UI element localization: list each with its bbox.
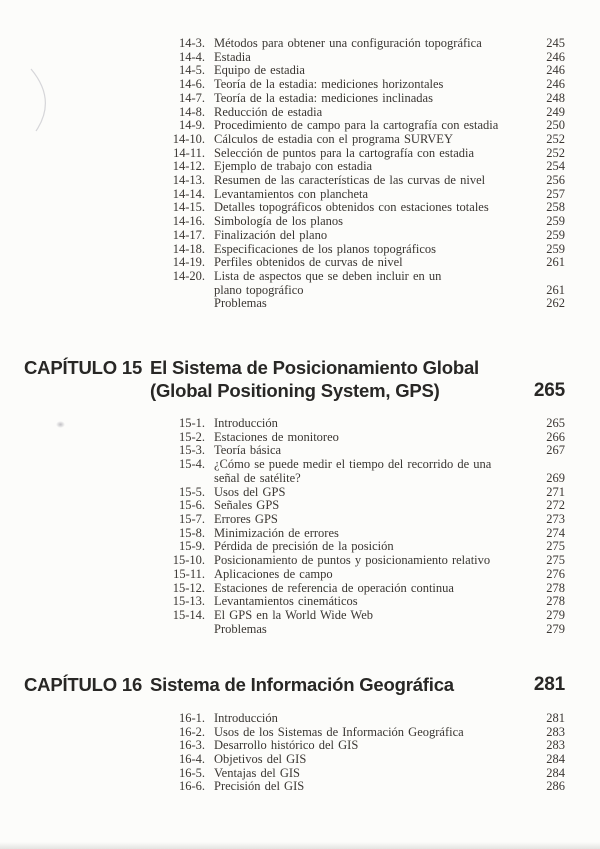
- entry-title-line: Levantamientos cinemáticos: [214, 594, 358, 609]
- entry-number: 16-5.: [178, 765, 205, 780]
- entry-number: 15-7.: [178, 511, 205, 526]
- entry-title-line: Finalización del plano: [214, 227, 328, 242]
- entry-title: [214, 540, 527, 554]
- entry-title: [214, 417, 527, 431]
- entry-title-line: Precisión del GIS: [214, 779, 305, 794]
- entry-page-number: 250: [546, 118, 565, 133]
- entry-title: [214, 753, 527, 767]
- entry-page-number: 265: [546, 416, 565, 431]
- entry-title: [214, 527, 527, 541]
- toc-entry: [153, 119, 565, 133]
- entry-title-line: Teoría de la estadia: mediciones inclinadas: [214, 90, 433, 105]
- entry-page-number: 261: [546, 255, 565, 270]
- entry-title: [214, 201, 527, 215]
- chapter-title: [150, 357, 519, 402]
- entry-number: 16-6.: [178, 779, 205, 794]
- entry-page-number: 261: [546, 282, 565, 297]
- chapter-label: CAPÍTULO 16: [24, 674, 143, 696]
- toc-entry: [153, 270, 565, 297]
- entry-number: 14-5.: [178, 63, 205, 78]
- toc-entry: [153, 147, 565, 161]
- entry-title-line: Teoría básica: [214, 443, 282, 458]
- entry-title: [214, 780, 527, 794]
- entry-page-number: 257: [546, 186, 565, 201]
- toc-entry: [153, 37, 565, 51]
- entry-title-line: Usos del GPS: [214, 484, 286, 499]
- toc-entry: [153, 726, 565, 740]
- entry-title-line: Ejemplo de trabajo con estadia: [214, 159, 373, 174]
- toc-entry: [153, 64, 565, 78]
- toc-entry: [153, 201, 565, 215]
- entry-number: 14-8.: [178, 104, 205, 119]
- entry-title-line: Introducción: [214, 710, 278, 725]
- entry-page-number: 254: [546, 159, 565, 174]
- entry-number: 16-2.: [178, 724, 205, 739]
- entry-page-number: 284: [546, 765, 565, 780]
- entry-title: [214, 78, 527, 92]
- entry-page-number: 275: [546, 539, 565, 554]
- entry-number: 14-18.: [172, 241, 205, 256]
- toc-entry: [153, 609, 565, 623]
- toc-entries-group: [24, 712, 565, 794]
- entry-number: 15-13.: [172, 594, 205, 609]
- entry-page-number: 281: [546, 710, 565, 725]
- entry-title: [214, 623, 527, 637]
- entry-page-number: 276: [546, 566, 565, 581]
- entry-title-line: Minimización de errores: [214, 525, 339, 540]
- entry-title-line: Especificaciones de los planos topográficos: [214, 241, 436, 256]
- entry-page-number: 278: [546, 594, 565, 609]
- toc-entries-group: [24, 37, 565, 311]
- entry-page-number: 272: [546, 498, 565, 513]
- entry-title-line: Estaciones de referencia de operación continua: [214, 580, 454, 595]
- entry-page-number: 249: [546, 104, 565, 119]
- toc-entry: [153, 243, 565, 257]
- toc-entry: [153, 229, 565, 243]
- entry-title-line: Equipo de estadia: [214, 63, 305, 78]
- entry-page-number: 267: [546, 443, 565, 458]
- entry-title-line: Usos de los Sistemas de Información Geográfica: [214, 724, 464, 739]
- toc-entry: [153, 595, 565, 609]
- entry-title-line: Pérdida de precisión de la posición: [214, 539, 394, 554]
- entry-page-number: 278: [546, 580, 565, 595]
- entry-title: [214, 513, 527, 527]
- entry-title: [214, 160, 527, 174]
- toc-entry: [153, 486, 565, 500]
- entry-number: 14-10.: [172, 131, 205, 146]
- entry-page-number: 269: [546, 470, 565, 485]
- toc-entry: [153, 106, 565, 120]
- entry-title: [214, 739, 527, 753]
- toc-entry: [153, 431, 565, 445]
- entry-title-line: Selección de puntos para la cartografía con estadia: [214, 145, 475, 160]
- entry-number: 15-3.: [178, 443, 205, 458]
- entry-title-line: Teoría de la estadia: mediciones horizontales: [214, 77, 444, 92]
- entry-number: 15-12.: [172, 580, 205, 595]
- toc-entry: [153, 458, 565, 485]
- entry-title: [214, 256, 527, 270]
- table-of-contents: [24, 37, 565, 794]
- entry-page-number: 259: [546, 227, 565, 242]
- entry-title: [214, 767, 527, 781]
- entry-number: 14-13.: [172, 173, 205, 188]
- toc-entry: [153, 582, 565, 596]
- entry-number: 14-3.: [178, 36, 205, 50]
- entry-number: 14-20.: [172, 268, 205, 283]
- chapter-title: [150, 674, 519, 697]
- entry-number: 15-9.: [178, 539, 205, 554]
- toc-entry: [153, 527, 565, 541]
- toc-entry: [153, 417, 565, 431]
- entry-title: [214, 51, 527, 65]
- entry-page-number: 283: [546, 738, 565, 753]
- toc-entry: [153, 78, 565, 92]
- toc-entry: [153, 92, 565, 106]
- entry-number: 14-9.: [178, 118, 205, 133]
- entry-number: 15-10.: [172, 553, 205, 568]
- entry-title: [214, 229, 527, 243]
- entry-page-number: 246: [546, 49, 565, 64]
- toc-entry: [153, 188, 565, 202]
- entry-title-line: Errores GPS: [214, 511, 278, 526]
- entry-page-number: 245: [546, 36, 565, 50]
- entry-title-line: Estaciones de monitoreo: [214, 429, 339, 444]
- entry-number: 16-4.: [178, 751, 205, 766]
- entry-number: 15-5.: [178, 484, 205, 499]
- entry-title: [214, 568, 527, 582]
- entry-title: [214, 726, 527, 740]
- toc-entry: [153, 767, 565, 781]
- chapter-page-number: 265: [533, 379, 565, 401]
- entry-title-line: Estadia: [214, 49, 251, 64]
- toc-entry: [153, 780, 565, 794]
- entry-title-line: Ventajas del GIS: [214, 765, 301, 780]
- entry-title: [214, 444, 527, 458]
- entry-title: [214, 431, 527, 445]
- toc-entry: [153, 499, 565, 513]
- entry-title-line: Reducción de estadia: [214, 104, 323, 119]
- entry-title: [214, 712, 527, 726]
- entry-number: 15-8.: [178, 525, 205, 540]
- chapter-title-line: (Global Positioning System, GPS): [150, 379, 440, 401]
- toc-entry: [153, 540, 565, 554]
- entry-title-line: Procedimiento de campo para la cartografía con estadia: [214, 118, 499, 133]
- chapter-label: CAPÍTULO 15: [24, 357, 143, 379]
- entry-title-line: Aplicaciones de campo: [214, 566, 333, 581]
- entry-title-line: Señales GPS: [214, 498, 280, 513]
- entry-page-number: 274: [546, 525, 565, 540]
- entry-page-number: 252: [546, 131, 565, 146]
- entry-page-number: 283: [546, 724, 565, 739]
- entry-page-number: 259: [546, 214, 565, 229]
- entry-title: [214, 119, 527, 133]
- entry-title-line: Introducción: [214, 416, 278, 431]
- entry-page-number: 246: [546, 77, 565, 92]
- chapter-title-line: El Sistema de Posicionamiento Global: [150, 357, 479, 379]
- entry-title: [214, 554, 527, 568]
- entry-number: 15-1.: [178, 416, 205, 431]
- entry-title: [214, 92, 527, 106]
- entry-page-number: 258: [546, 200, 565, 215]
- entry-title: [214, 243, 527, 257]
- entry-number: 16-1.: [178, 710, 205, 725]
- entry-title: [214, 486, 527, 500]
- chapter-page-number: 281: [533, 674, 565, 696]
- entry-title: [214, 499, 527, 513]
- entry-page-number: 259: [546, 241, 565, 256]
- entry-title: [214, 297, 527, 311]
- entry-page-number: 271: [546, 484, 565, 499]
- entry-title: [214, 147, 527, 161]
- entry-title-line: Levantamientos con plancheta: [214, 186, 369, 201]
- entry-page-number: 246: [546, 63, 565, 78]
- entry-page-number: 279: [546, 621, 565, 636]
- entry-title-line: Simbología de los planos: [214, 214, 344, 229]
- toc-entry: [153, 444, 565, 458]
- toc-entry: [153, 215, 565, 229]
- entry-page-number: 273: [546, 511, 565, 526]
- chapter-title-line: Sistema de Información Geográfica: [150, 674, 454, 696]
- chapter-heading: [24, 357, 565, 402]
- entry-title-line: Objetivos del GIS: [214, 751, 307, 766]
- chapter-heading: [24, 674, 565, 697]
- toc-entry: [153, 739, 565, 753]
- entry-number: 14-15.: [172, 200, 205, 215]
- entry-title: [214, 174, 527, 188]
- entry-number: 15-4.: [178, 457, 205, 472]
- entry-title-line: Resumen de las características de las curvas de nivel: [214, 173, 486, 188]
- entry-number: 14-6.: [178, 77, 205, 92]
- entry-title: [214, 133, 527, 147]
- entry-number: 14-16.: [172, 214, 205, 229]
- entry-title: [214, 609, 527, 623]
- toc-entry: [153, 753, 565, 767]
- entry-page-number: 284: [546, 751, 565, 766]
- entry-page-number: 256: [546, 173, 565, 188]
- entry-page-number: 262: [546, 296, 565, 311]
- entry-page-number: 248: [546, 90, 565, 105]
- entry-number: 15-11.: [173, 566, 205, 581]
- entry-title: [214, 64, 527, 78]
- entry-title: [214, 458, 527, 485]
- entry-number: 14-7.: [178, 90, 205, 105]
- toc-entry: [153, 297, 565, 311]
- entry-title-line: Detalles topográficos obtenidos con estaciones totales: [214, 200, 489, 215]
- entry-title-line: El GPS en la World Wide Web: [214, 607, 374, 622]
- entry-number: 14-19.: [172, 255, 205, 270]
- entry-title: [214, 582, 527, 596]
- entry-title-line: Métodos para obtener una configuración topográfica: [214, 36, 482, 50]
- entry-title-line: Problemas: [214, 621, 267, 636]
- entry-number: 15-14.: [172, 607, 205, 622]
- toc-entry: [153, 133, 565, 147]
- entry-title-line: Posicionamiento de puntos y posicionamiento relativo: [214, 553, 491, 568]
- entry-title: [214, 215, 527, 229]
- entry-title: [214, 270, 527, 297]
- entry-page-number: 266: [546, 429, 565, 444]
- entry-title-line: ¿Cómo se puede medir el tiempo del recorrido de una: [214, 457, 492, 472]
- entry-title-line: Lista de aspectos que se deben incluir en un: [214, 268, 442, 283]
- entry-number: 14-4.: [178, 49, 205, 64]
- entry-number: 14-11.: [173, 145, 205, 160]
- entry-number: 15-2.: [178, 429, 205, 444]
- toc-entry: [153, 256, 565, 270]
- entry-title-line: Problemas: [214, 296, 267, 311]
- toc-entry: [153, 568, 565, 582]
- entry-title: [214, 188, 527, 202]
- entry-number: 14-14.: [172, 186, 205, 201]
- entry-title-line: Perfiles obtenidos de curvas de nivel: [214, 255, 403, 270]
- entry-title: [214, 595, 527, 609]
- entry-page-number: 275: [546, 553, 565, 568]
- entry-page-number: 279: [546, 607, 565, 622]
- entry-title-line: plano topográfico: [214, 282, 304, 297]
- entry-number: 16-3.: [178, 738, 205, 753]
- entry-title-line: Cálculos de estadia con el programa SURVEY: [214, 131, 453, 146]
- toc-entry: [153, 174, 565, 188]
- entry-number: 14-12.: [172, 159, 205, 174]
- entry-page-number: 286: [546, 779, 565, 794]
- toc-entry: [153, 513, 565, 527]
- entry-title-line: Desarrollo histórico del GIS: [214, 738, 359, 753]
- toc-entry: [153, 554, 565, 568]
- entry-title: [214, 106, 527, 120]
- entry-page-number: 252: [546, 145, 565, 160]
- toc-entry: [153, 160, 565, 174]
- toc-entry: [153, 51, 565, 65]
- toc-entry: [153, 623, 565, 637]
- toc-entry: [153, 712, 565, 726]
- toc-entries-group: [24, 417, 565, 636]
- entry-title: [214, 37, 527, 51]
- entry-number: 14-17.: [172, 227, 205, 242]
- entry-number: 15-6.: [178, 498, 205, 513]
- entry-title-line: señal de satélite?: [214, 470, 301, 485]
